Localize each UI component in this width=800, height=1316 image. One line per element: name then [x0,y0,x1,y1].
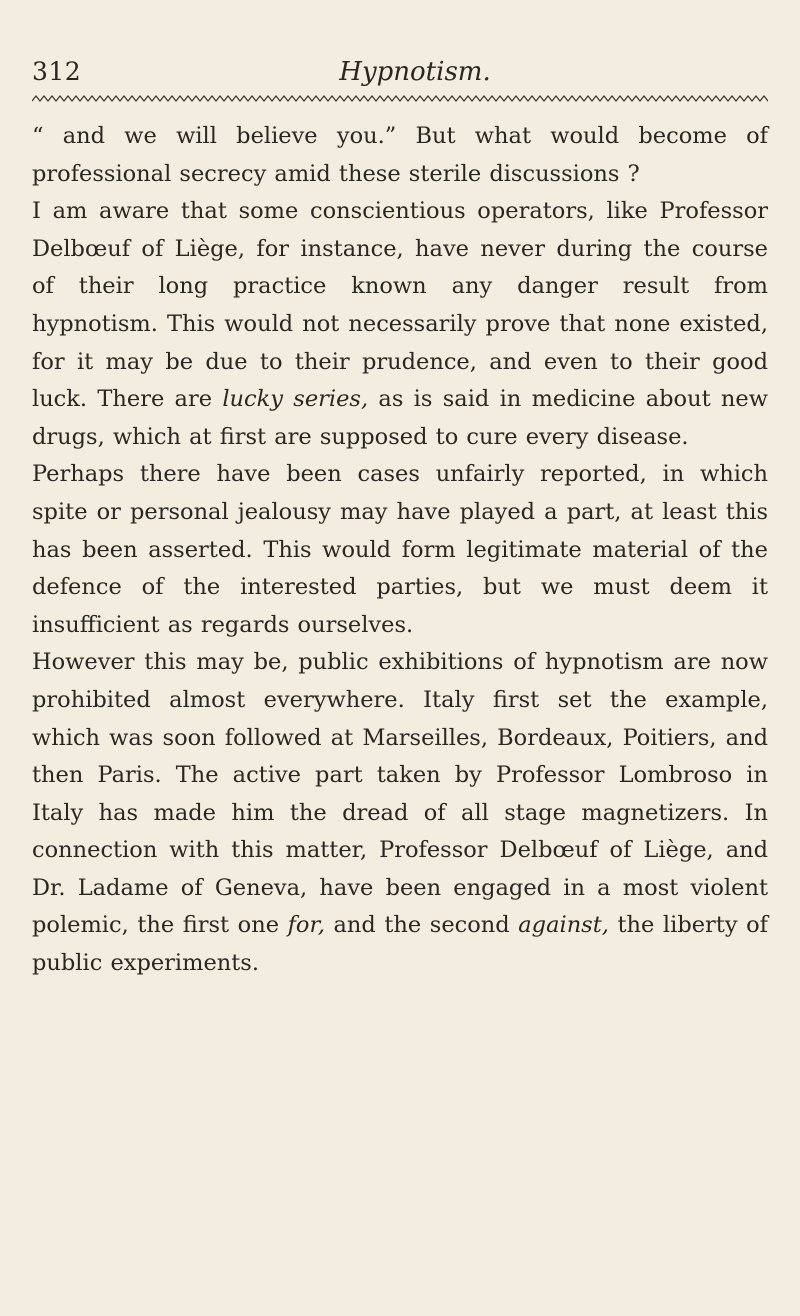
text-run: Perhaps there have been cases unfairly reported, in which spite or personal jealousy may have played a part, at least this has been asserted. This would form legitimate material of the defence of the interested parties, but we must deem it insufficient as regards ourselves. [32,461,768,638]
page-number: 312 [32,57,82,86]
italic-text: for, [287,912,325,939]
text-run: However this may be, public exhibitions of hypnotism are now prohibited almost everywhere. Italy first set the example, which was soon followed at Marseilles, Bordeaux, Poitiers, and then Paris. The active part taken by Professor Lombroso in Italy has made him the dread of all stage magnetizers. In connection with this matter, Professor Delbœuf of Liège, and Dr. Ladame of Geneva, have been engaged in a most violent polemic, the first one [32,649,768,939]
paragraph [32,644,768,982]
italic-text: lucky series, [222,386,369,413]
paragraph [32,456,768,644]
ornamental-rule [32,92,768,106]
text-run: and the second [324,912,519,939]
text-run: “ and we will believe you.” But what would become of professional secrecy amid these sterile discussions ? [32,123,768,187]
body-text [32,118,768,983]
paragraph [32,193,768,456]
text-run: the liberty of public experiments. [32,912,768,977]
running-head [32,54,768,90]
text-run: I am aware that some conscientious operators, like Professor Delbœuf of Liège, for instance, have never during the course of their long practice known any danger result from hypnotism. This would not necessarily prove that none existed, for it may be due to their prudence, and even to their good luck. There are [32,198,768,413]
text-run: as is said in medicine about new drugs, which at first are supposed to cure every disease. [32,386,768,450]
italic-text: against, [518,912,609,939]
paragraph [32,118,768,193]
running-title: Hypnotism. [339,57,491,87]
